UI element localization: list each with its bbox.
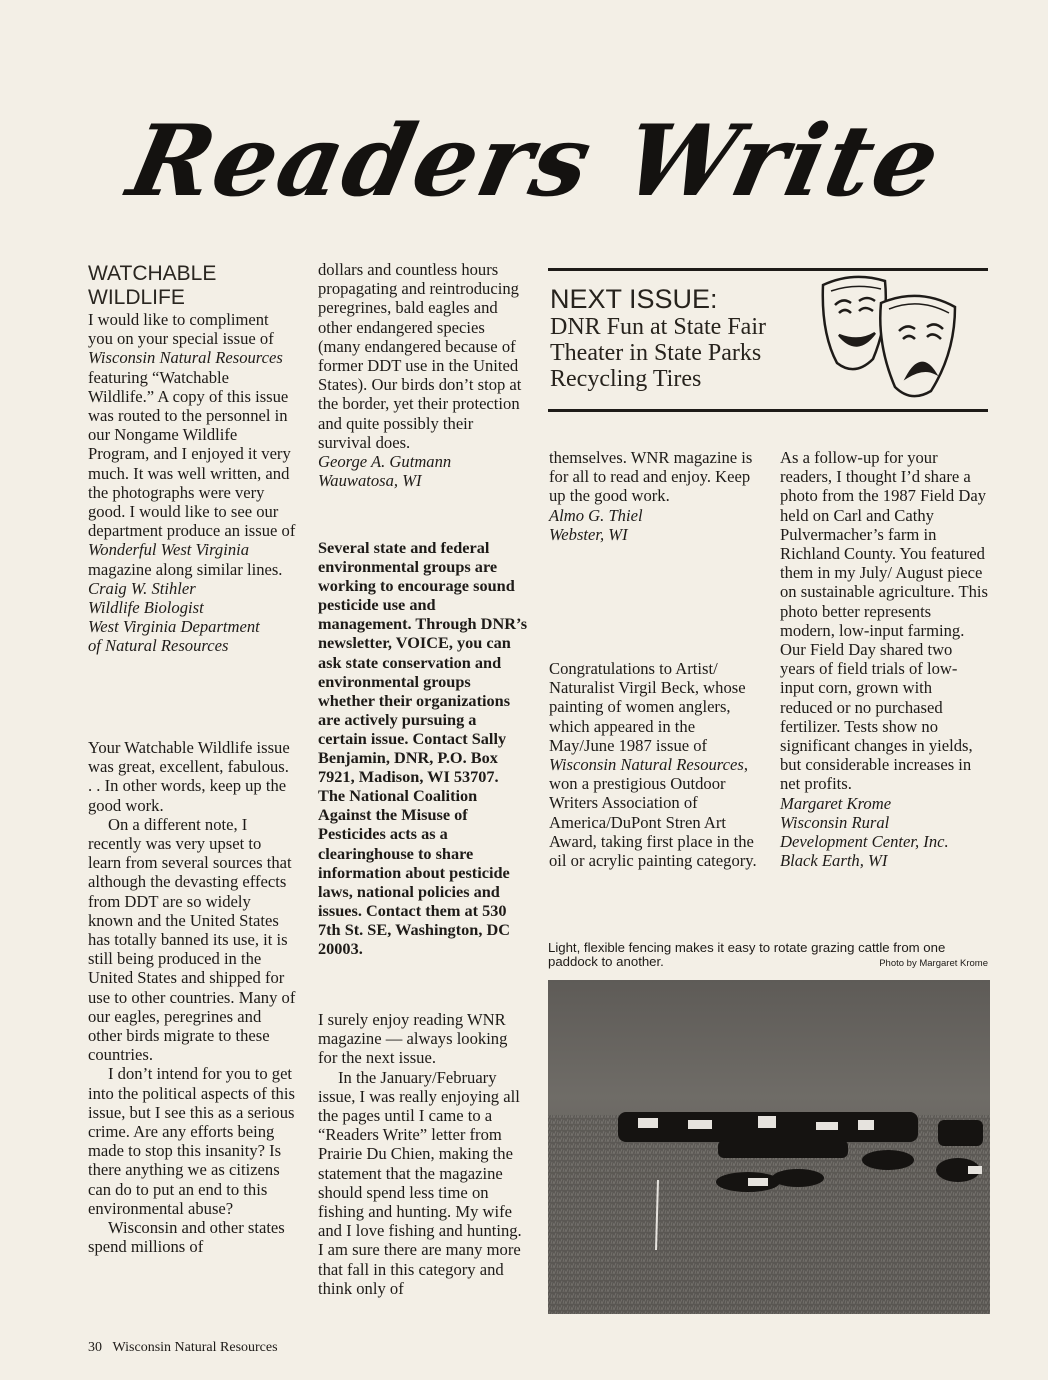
rule-top [548,268,988,271]
column-3-letter-4 [549,659,761,870]
column-1-letter-2 [88,738,296,1256]
next-issue-item: Theater in State Parks [550,340,762,366]
next-issue-item: DNR Fun at State Fair [550,314,766,340]
letter-body: Congratulations to Artist/ Naturalist Virgil Beck, whose painting of women anglers, which appeared in the May/June 1987 issue of Wisconsin Natural Resources, won a prestigious Outdoor Writers Association of America/DuPont Stren Art Award, taking first place in the oil or acrylic painting category. [549,659,757,871]
letter-body: As a follow-up for your readers, I thought I’d share a photo from the 1987 Field Day held on Carl and Cathy Pulvermacher’s farm in Richland County. You featured them in my July/ August piece on sustainable agriculture. This photo better represents modern, low-input farming. Our Field Day shared two years of field trials of low-input corn, grown with reduced or no purchased fertilizer. Tests show no significant changes in yields, but considerable increases in net profits. [780,448,988,794]
letter-paragraph: I surely enjoy reading WNR magazine — always looking for the next issue. [318,1010,508,1068]
masthead-title: Readers Write [119,104,951,219]
page-number: 30 [88,1340,102,1355]
next-issue-item: Recycling Tires [550,366,702,392]
letter-heading [88,262,296,310]
column-4 [780,448,988,870]
photo-credit: Photo by Margaret Krome [879,958,988,969]
next-issue-heading: NEXT ISSUE: [550,284,718,314]
letter-body: themselves. WNR magazine is for all to read and enjoy. Keep up the good work. [549,448,753,506]
column-1 [88,262,296,656]
rule-bottom [548,409,988,412]
letter-paragraph: Wisconsin and other states spend millions of [88,1218,285,1257]
letter-signature: Craig W. Stihler Wildlife Biologist West Virginia Department of Natural Resources [88,578,260,656]
heading-line: WATCHABLE [88,262,217,285]
letter-body: I would like to compliment you on your special issue of Wisconsin Natural Resources featuring “Watchable Wildlife.” A copy of this issue was routed to the personnel in our Nongame Wildlife Program, and I enjoyed it very much. It was well written, and the photographs were very good. I would like to see our department produce an issue of Wonderful West Virginia magazine along similar lines. [88,310,296,579]
editor-reply [318,538,528,958]
heading-line: WILDLIFE [88,286,185,309]
letter-signature: George A. Gutmann Wauwatosa, WI [318,452,452,491]
reply-text: Several state and federal environmental groups are working to encourage sound pesticide use and management. Through DNR’s newsletter, VOICE, you can ask state conservation and environmental groups whether their organizations are actively pursuing a certain issue. Contact Sally Benjamin, DNR, P.O. Box 7921, Madison, WI 53707. The National Coalition Against the Misuse of Pesticides acts as a clearinghouse to share information about pesticide laws, national policies and issues. Contact them at 530 7th St. SE, Washington, DC 20003. [318,538,528,958]
letter-paragraph: I don’t intend for you to get into the political aspects of this issue, but I see this as a serious crime. Are any efforts being made to stop this insanity? Is there anything we as citizens can do to put an end to this environmental abuse? [88,1064,295,1218]
letter-paragraph: Your Watchable Wildlife issue was great, excellent, fabulous. . . In other words, keep up the good work. [88,738,290,815]
letter-signature: Almo G. Thiel Webster, WI [549,505,643,544]
letter-body: dollars and countless hours propagating and reintroducing peregrines, bald eagles and other endangered species (many endangered because of former DDT use in the United States). Our birds don’t stop at the border, yet their protection and quite possibly their survival does. [318,260,522,452]
page-footer [88,1340,388,1356]
column-3 [549,448,761,544]
letter-paragraph: In the January/February issue, I was really enjoying all the pages until I came to a “Readers Write” letter from Prairie Du Chien, making the statement that the magazine should spend less time on fishing and hunting. My wife and I love fishing and hunting. I am sure there are many more that fall in this category and think only of [318,1067,522,1298]
column-2 [318,260,528,490]
letter-signature: Margaret Krome Wisconsin Rural Development Center, Inc. Black Earth, WI [780,793,949,871]
letter-paragraph: On a different note, I recently was very upset to learn from several sources that although the devasting effects from DDT are so widely known and the United States has totally banned its use, it is still being produced in the United States and shipped for use to other countries. Many of our eagles, peregrines and other birds migrate to these countries. [88,814,296,1065]
column-2-letter-3 [318,1010,528,1298]
caption-text: Light, flexible fencing makes it easy to rotate grazing cattle from one paddock to another. [548,940,946,969]
theater-masks-icon [815,273,963,407]
cattle-photo [548,980,990,1314]
magazine-name: Wisconsin Natural Resources [112,1340,278,1355]
next-issue-box [550,284,815,392]
